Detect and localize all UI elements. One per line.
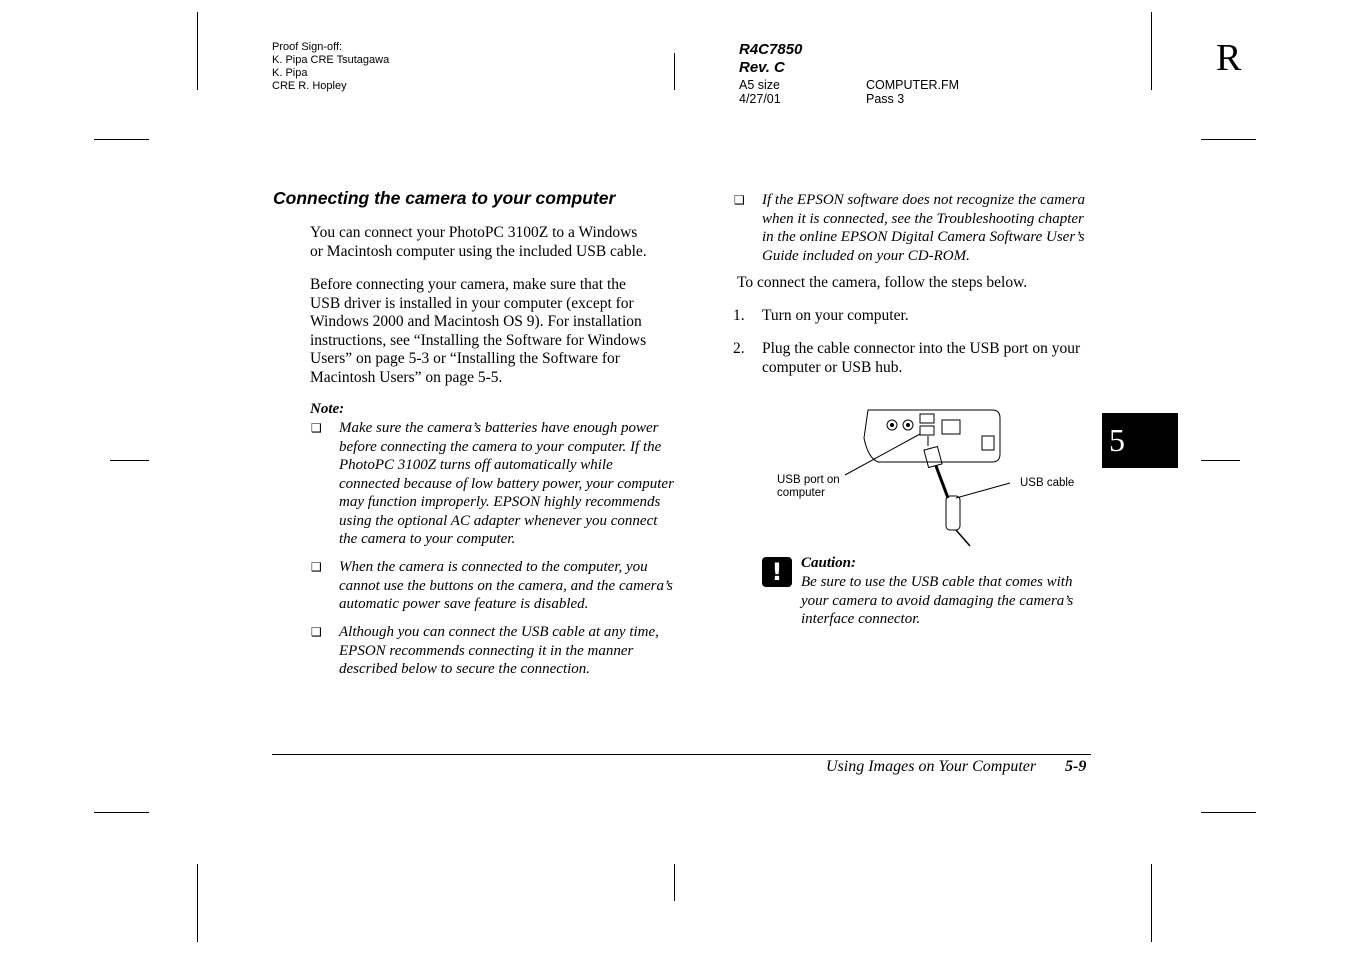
caution-label: Caution: xyxy=(801,555,857,571)
crop-mark xyxy=(1151,12,1152,90)
steps-intro: To connect the camera, follow the steps below. xyxy=(737,274,1028,291)
bullet-icon: ❑ xyxy=(734,193,745,207)
note-item: Make sure the camera’s batteries have enough power before connecting the camera to your computer. If the PhotoPC 3100Z turns off automatically while connected because of low battery power, your computer may function improperly. EPSON highly recommends using the optional AC adapter whenever you connect the camera to your computer. xyxy=(339,420,674,547)
paragraph-driver: Before connecting your camera, make sure that the USB driver is installed in your computer (except for Windows 2000 and Macintosh OS 9). For installation instructions, see “Installing the Software for Windows Users” on page 5-3 or “Installing the Software for Macintosh Users” on page 5-5. xyxy=(310,276,647,386)
crop-mark xyxy=(94,139,149,140)
page-number: 5-9 xyxy=(1065,758,1087,775)
step-number: 2. xyxy=(733,340,745,357)
footer-rule xyxy=(272,754,1091,755)
crop-mark xyxy=(674,864,675,901)
bullet-icon: ❑ xyxy=(311,421,322,435)
model-revision xyxy=(739,41,802,77)
usb-plug-icon xyxy=(924,446,942,467)
crop-mark xyxy=(94,812,149,813)
section-heading: Connecting the camera to your computer xyxy=(273,188,616,208)
leader-line xyxy=(956,483,1010,498)
note-item: Although you can connect the USB cable at any time, EPSON recommends connecting it in the manner described below to secure the connection. xyxy=(339,624,659,677)
step-text: Plug the cable connector into the USB port on your computer or USB hub. xyxy=(762,340,1081,376)
label-usb-port: USB port on computer xyxy=(777,474,840,499)
step-number: 1. xyxy=(733,307,745,324)
meta-size-date: A5 size 4/27/01 xyxy=(739,78,781,106)
note-item: When the camera is connected to the computer, you cannot use the buttons on the camera, and the camera’s automatic power save feature is disabled. xyxy=(339,559,673,612)
usb-port-icon xyxy=(920,426,934,435)
revision: Rev. C xyxy=(739,59,785,76)
crop-mark xyxy=(1201,460,1240,461)
paragraph-intro: You can connect your PhotoPC 3100Z to a Windows or Macintosh computer using the included USB cable. xyxy=(310,224,647,260)
model-number: R4C7850 xyxy=(739,41,803,58)
usb-connection-illustration xyxy=(760,398,1100,548)
caution-icon: ! xyxy=(762,557,792,587)
bullet-icon: ❑ xyxy=(311,560,322,574)
ferrite-core-icon xyxy=(946,496,960,530)
audio-port-icon xyxy=(906,423,910,427)
ethernet-port-icon xyxy=(942,420,960,434)
crop-mark xyxy=(197,864,198,942)
usb-cable-icon xyxy=(956,530,970,546)
usb-cable-icon xyxy=(936,466,948,498)
usb-port-icon xyxy=(920,414,934,423)
note-label: Note: xyxy=(310,401,345,417)
crop-mark xyxy=(1201,139,1256,140)
leader-line xyxy=(845,434,920,475)
crop-mark xyxy=(674,53,675,90)
label-usb-cable: USB cable xyxy=(1020,477,1075,489)
note-item: If the EPSON software does not recognize the camera when it is connected, see the Troubleshooting chapter in the online EPSON Digital Camera Software User’s Guide included on your CD-ROM. xyxy=(762,192,1085,264)
caution-text: Be sure to use the USB cable that comes with your camera to avoid damaging the camera’s interface connector. xyxy=(801,574,1074,627)
proof-signoff: Proof Sign-off: K. Pipa CRE Tsutagawa K. Pipa CRE R. Hopley xyxy=(272,41,390,92)
step-text: Turn on your computer. xyxy=(762,307,909,324)
crop-mark xyxy=(197,12,198,90)
computer-panel xyxy=(864,410,1000,462)
corner-letter: R xyxy=(1216,37,1242,79)
bullet-icon: ❑ xyxy=(311,625,322,639)
footer-title: Using Images on Your Computer xyxy=(826,758,1037,775)
chapter-tab: 5 xyxy=(1102,413,1178,468)
modem-port-icon xyxy=(982,436,994,450)
audio-port-icon xyxy=(890,423,894,427)
meta-file-pass: COMPUTER.FM Pass 3 xyxy=(866,78,960,106)
crop-mark xyxy=(1151,864,1152,942)
crop-mark xyxy=(1201,812,1256,813)
crop-mark xyxy=(110,460,149,461)
